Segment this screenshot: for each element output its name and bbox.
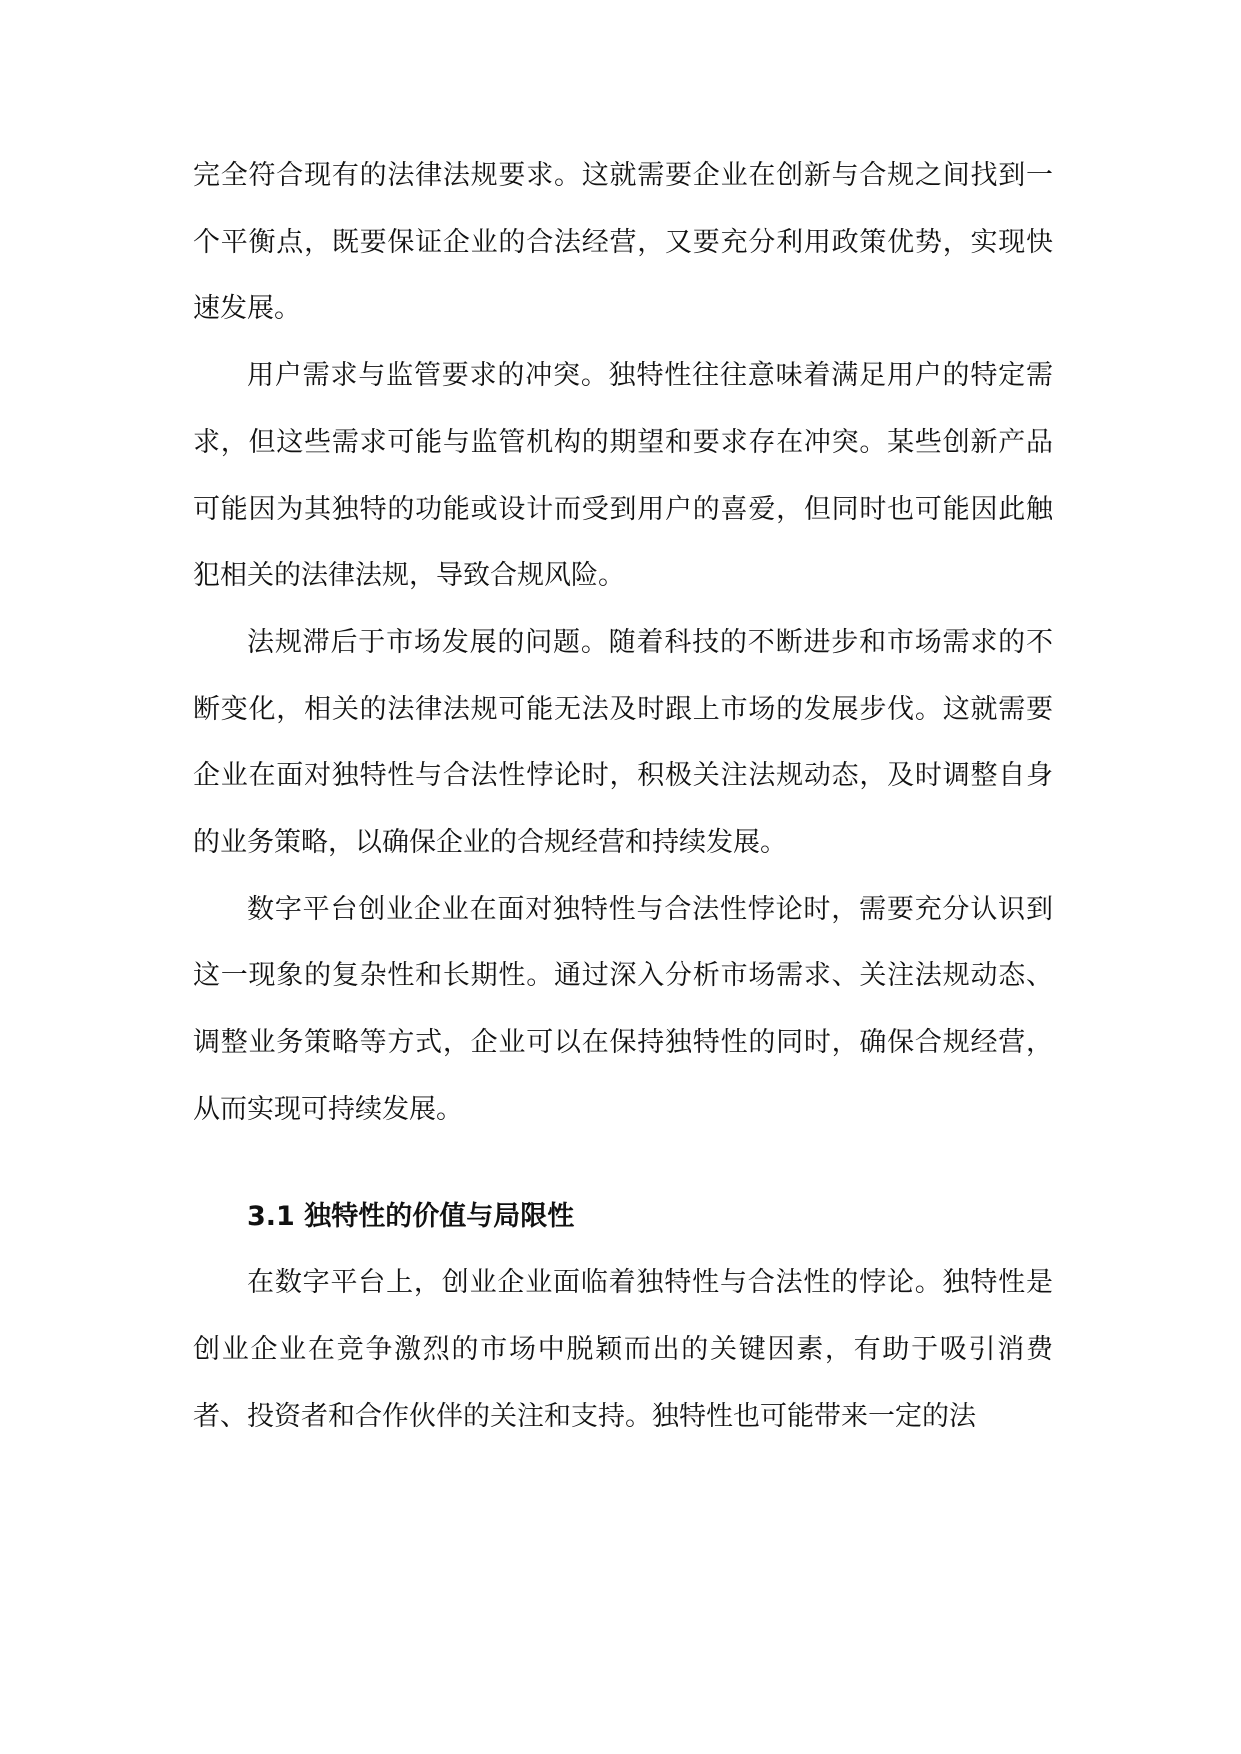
document-body bbox=[193, 143, 1053, 1450]
paragraph-summary: 数字平台创业企业在面对独特性与合法性悖论时，需要充分认识到这一现象的复杂性和长期性。通过深入分析市场需求、关注法规动态、调整业务策略等方式，企业可以在保持独特性的同时，确保合规经营，从而实现可持续发展。 bbox=[193, 893, 1053, 1125]
paragraph-section-intro: 在数字平台上，创业企业面临着独特性与合法性的悖论。独特性是创业企业在竞争激烈的市场中脱颖而出的关键因素，有助于吸引消费者、投资者和合作伙伴的关注和支持。独特性也可能带来一定的法 bbox=[193, 1267, 1053, 1432]
paragraph-continuation: 完全符合现有的法律法规要求。这就需要企业在创新与合规之间找到一个平衡点，既要保证企业的合法经营，又要充分利用政策优势，实现快速发展。 bbox=[193, 160, 1053, 325]
paragraph-user-needs-conflict: 用户需求与监管要求的冲突。独特性往往意味着满足用户的特定需求，但这些需求可能与监管机构的期望和要求存在冲突。某些创新产品可能因为其独特的功能或设计而受到用户的喜爱，但同时也可能因此触犯相关的法律法规，导致合规风险。 bbox=[193, 360, 1053, 592]
paragraph-regulation-lag: 法规滞后于市场发展的问题。随着科技的不断进步和市场需求的不断变化，相关的法律法规可能无法及时跟上市场的发展步伐。这就需要企业在面对独特性与合法性悖论时，积极关注法规动态，及时调整自身的业务策略，以确保企业的合规经营和持续发展。 bbox=[193, 626, 1053, 859]
section-heading: 3.1 独特性的价值与局限性 bbox=[247, 1200, 575, 1232]
